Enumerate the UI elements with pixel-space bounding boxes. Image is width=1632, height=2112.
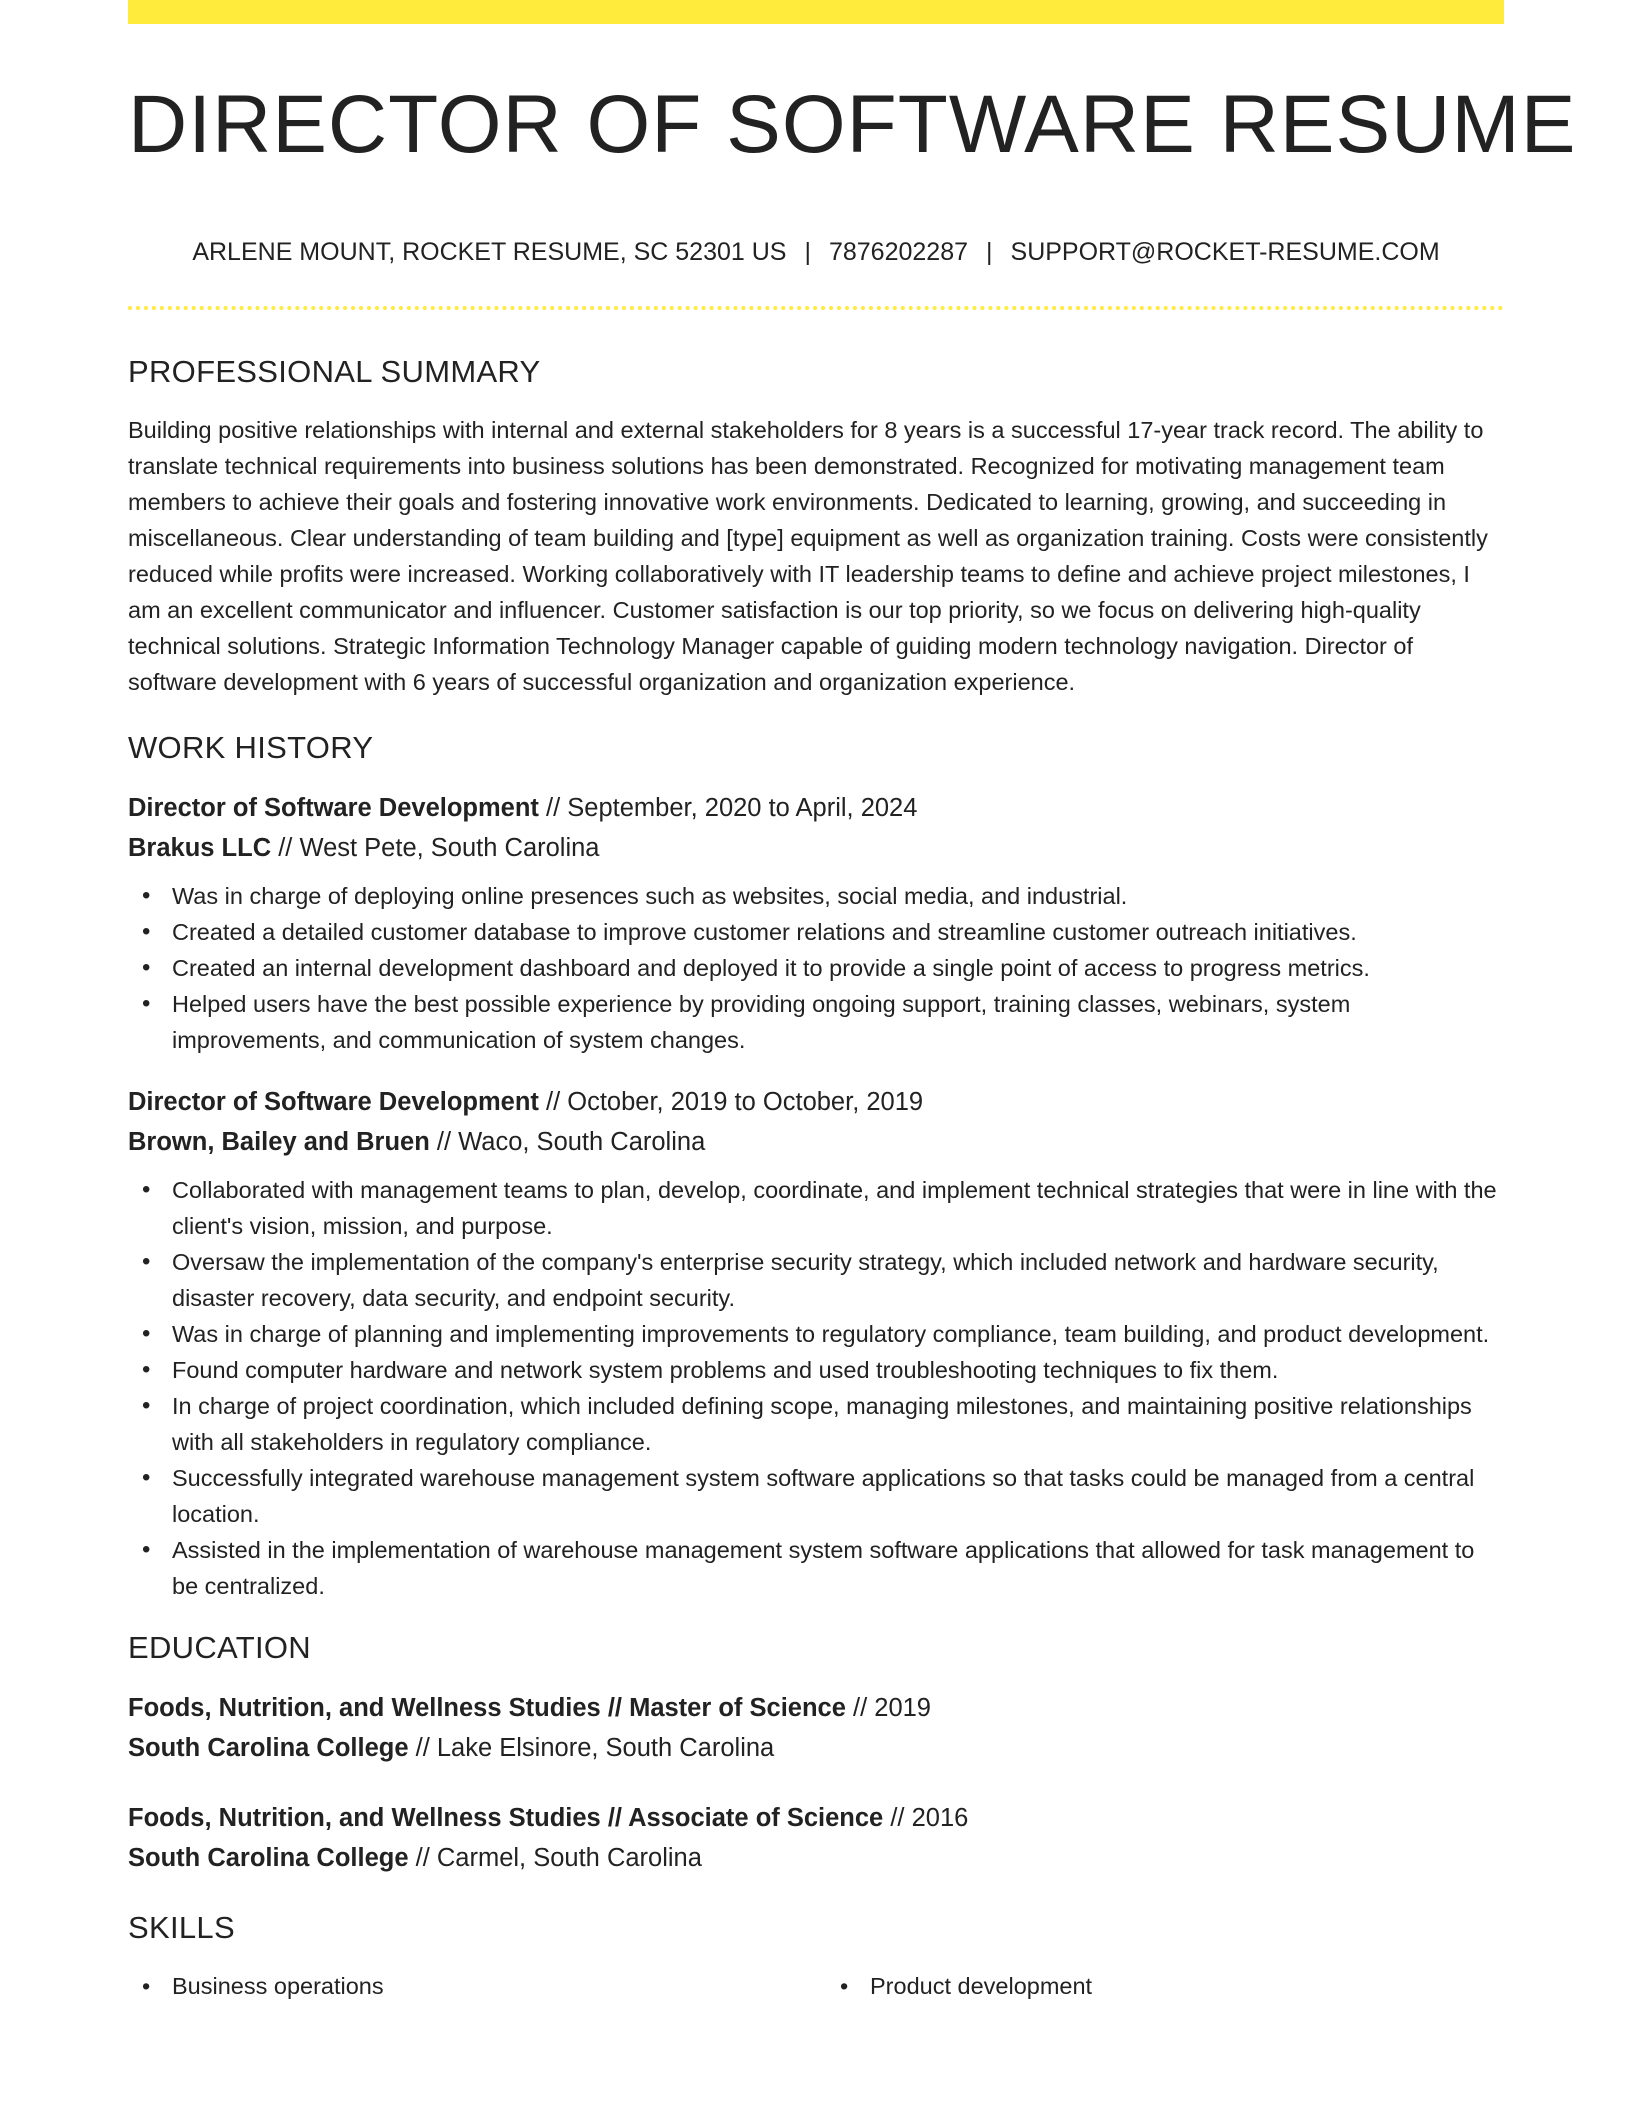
contact-separator: | <box>986 238 993 266</box>
education-entry <box>128 1688 1504 1768</box>
job-entry <box>128 788 1504 1058</box>
education-degree: Foods, Nutrition, and Wellness Studies // Master of Science <box>128 1694 846 1722</box>
job-bullet: • Helped users have the best possible experience by providing ongoing support, training classes, webinars, system improvements, and communication of system changes. <box>172 986 1504 1058</box>
contact-email: SUPPORT@ROCKET-RESUME.COM <box>1010 238 1440 266</box>
education-degree-line <box>128 1798 1504 1838</box>
job-company: Brakus LLC <box>128 834 272 862</box>
job-location: // Waco, South Carolina <box>429 1128 706 1156</box>
education-section <box>128 1628 1504 1878</box>
skill-item: • Product development <box>870 1968 1504 2004</box>
work-history-section <box>128 728 1504 1604</box>
job-title: Director of Software Development <box>128 794 539 822</box>
contact-separator: | <box>804 238 811 266</box>
education-location: // Lake Elsinore, South Carolina <box>408 1734 775 1762</box>
job-company-line <box>128 1122 1504 1162</box>
job-location: // West Pete, South Carolina <box>271 834 600 862</box>
job-bullets <box>128 1172 1504 1604</box>
contact-line <box>128 238 1504 267</box>
job-dates: // September, 2020 to April, 2024 <box>538 794 918 822</box>
skills-column-left <box>128 1968 806 2004</box>
job-dates: // October, 2019 to October, 2019 <box>538 1088 924 1116</box>
education-year: // 2019 <box>845 1694 931 1722</box>
job-company: Brown, Bailey and Bruen <box>128 1128 430 1156</box>
job-bullet: • Was in charge of deploying online presences such as websites, social media, and industrial. <box>172 878 1504 914</box>
contact-address: ARLENE MOUNT, ROCKET RESUME, SC 52301 US <box>192 238 787 266</box>
job-bullet: • Was in charge of planning and implementing improvements to regulatory compliance, team building, and product development. <box>172 1316 1504 1352</box>
job-title-line <box>128 788 1504 828</box>
education-school: South Carolina College <box>128 1844 409 1872</box>
contact-phone: 7876202287 <box>828 238 969 266</box>
education-school-line <box>128 1728 1504 1768</box>
education-school-line <box>128 1838 1504 1878</box>
skills-section <box>128 1908 1504 2004</box>
job-bullet: • Successfully integrated warehouse management system software applications so that tasks could be managed from a central location. <box>172 1460 1504 1532</box>
page-title: DIRECTOR OF SOFTWARE RESUME <box>128 79 1577 170</box>
job-entry <box>128 1082 1504 1604</box>
accent-top-bar <box>128 0 1504 24</box>
job-bullets <box>128 878 1504 1058</box>
job-bullet: • Oversaw the implementation of the company's enterprise security strategy, which included network and hardware security, disaster recovery, data security, and endpoint security. <box>172 1244 1504 1316</box>
summary-text: Building positive relationships with internal and external stakeholders for 8 years is a successful 17-year track record. The ability to translate technical requirements into business solutions has been demonstrated. Recognized for motivating management team members to achieve their goals and fostering innovative work environments. Dedicated to learning, growing, and succeeding in miscellaneous. Clear understanding of team building and [type] equipment as well as organization training. Costs were consistently reduced while profits were increased. Working collaboratively with IT leadership teams to define and achieve project milestones, I am an excellent communicator and influencer. Customer satisfaction is our top priority, so we focus on delivering high-quality technical solutions. Strategic Information Technology Manager capable of guiding modern technology navigation. Director of software development with 6 years of successful organization and organization experience. <box>128 417 1488 695</box>
skills-grid <box>128 1968 1504 2004</box>
job-title: Director of Software Development <box>128 1088 539 1116</box>
work-history-heading: WORK HISTORY <box>128 730 374 765</box>
skill-item: • Business operations <box>172 1968 806 2004</box>
summary-section <box>128 352 1504 700</box>
resume-content <box>128 352 1504 2004</box>
job-company-line <box>128 828 1504 868</box>
education-entry <box>128 1798 1504 1878</box>
education-school: South Carolina College <box>128 1734 409 1762</box>
skills-column-right <box>826 1968 1504 2004</box>
job-title-line <box>128 1082 1504 1122</box>
job-bullet: • Assisted in the implementation of warehouse management system software applications that allowed for task management to be centralized. <box>172 1532 1504 1604</box>
job-bullet: • Created a detailed customer database to improve customer relations and streamline customer outreach initiatives. <box>172 914 1504 950</box>
education-location: // Carmel, South Carolina <box>408 1844 702 1872</box>
job-bullet: • Created an internal development dashboard and deployed it to provide a single point of access to progress metrics. <box>172 950 1504 986</box>
job-bullet: • Found computer hardware and network system problems and used troubleshooting techniques to fix them. <box>172 1352 1504 1388</box>
job-bullet: • In charge of project coordination, which included defining scope, managing milestones, and maintaining positive relationships with all stakeholders in regulatory compliance. <box>172 1388 1504 1460</box>
education-heading: EDUCATION <box>128 1630 311 1665</box>
dotted-divider <box>128 306 1504 310</box>
job-bullet: • Collaborated with management teams to plan, develop, coordinate, and implement technical strategies that were in line with the client's vision, mission, and purpose. <box>172 1172 1504 1244</box>
education-degree-line <box>128 1688 1504 1728</box>
skills-heading: SKILLS <box>128 1910 235 1945</box>
education-year: // 2016 <box>883 1804 969 1832</box>
education-degree: Foods, Nutrition, and Wellness Studies // Associate of Science <box>128 1804 884 1832</box>
summary-heading: PROFESSIONAL SUMMARY <box>128 354 541 389</box>
